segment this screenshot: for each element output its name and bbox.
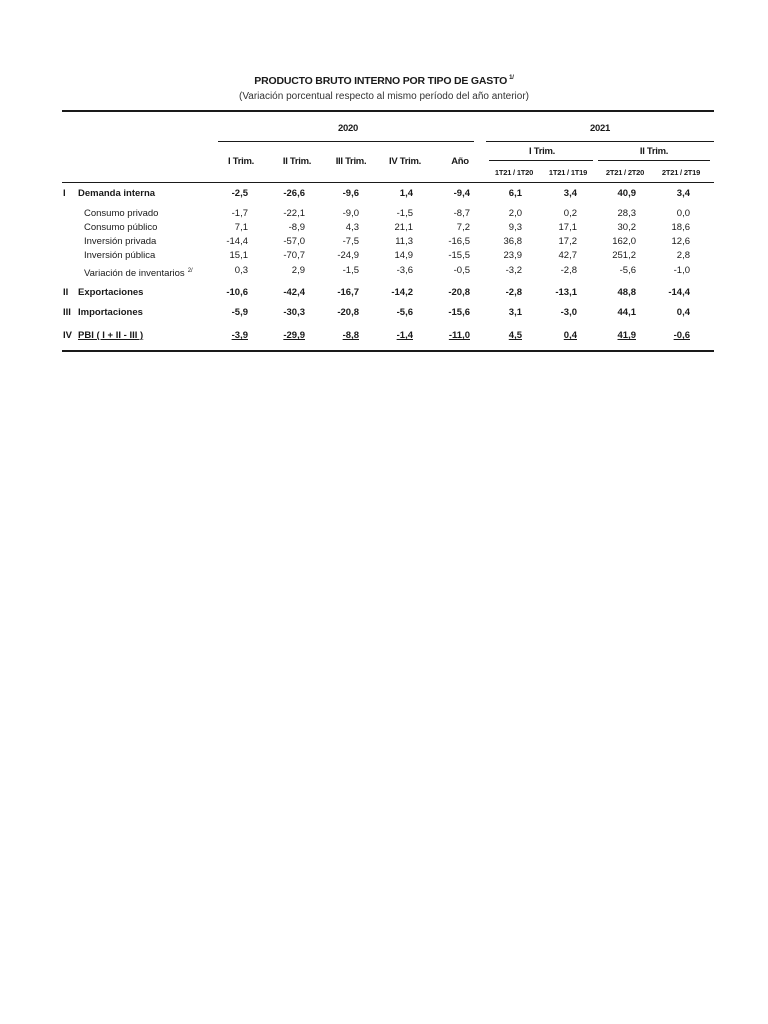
table-cell: -14,2 (391, 287, 413, 298)
table-cell: 14,9 (394, 250, 413, 261)
row-label-text: Consumo público (84, 222, 158, 233)
top-rule (62, 110, 714, 112)
table-cell: 3,4 (563, 188, 577, 199)
table-cell: 17,2 (558, 236, 577, 247)
table-cell: 4,5 (508, 330, 522, 341)
table-cell: -10,6 (226, 287, 248, 298)
rule-group-ii (598, 160, 710, 161)
table-cell: -57,0 (283, 236, 305, 247)
table-cell: 3,4 (676, 188, 690, 199)
header-group-ii-trim: II Trim. (639, 146, 669, 157)
table-cell: -1,0 (673, 265, 690, 276)
row-label-text: Consumo privado (84, 208, 159, 219)
table-cell: -8,8 (342, 330, 359, 341)
table-cell: -1,5 (342, 265, 359, 276)
table-cell: -1,5 (396, 208, 413, 219)
row-label-text: PBI ( I + II - III ) (78, 330, 144, 341)
row-label-text: Demanda interna (78, 188, 156, 199)
row-label-text: Inversión pública (84, 250, 156, 261)
table-cell: 2,8 (676, 250, 690, 261)
row-label (78, 330, 143, 342)
table-cell: -14,4 (668, 287, 690, 298)
table-cell: -0,6 (673, 330, 690, 341)
rule-group-i (489, 160, 593, 161)
header-2020-col-3: III Trim. (335, 156, 367, 167)
table-cell: 30,2 (617, 222, 636, 233)
table-cell: 18,6 (671, 222, 690, 233)
table-cell: -20,8 (337, 307, 359, 318)
table-cell: -26,6 (283, 188, 305, 199)
row-label-text: Exportaciones (78, 287, 144, 298)
table-cell: 7,2 (456, 222, 470, 233)
row-label (78, 188, 155, 200)
table-cell: 2,0 (508, 208, 522, 219)
table-cell: 15,1 (229, 250, 248, 261)
table-cell: -70,7 (283, 250, 305, 261)
row-label (84, 222, 157, 234)
table-cell: -15,6 (448, 307, 470, 318)
table-cell: -8,7 (453, 208, 470, 219)
table-cell: -3,0 (560, 307, 577, 318)
row-number: II (63, 287, 69, 298)
row-label-text: Variación de inventarios (84, 268, 185, 279)
table-cell: 9,3 (508, 222, 522, 233)
row-footnote: 2/ (187, 268, 193, 274)
table-cell: -30,3 (283, 307, 305, 318)
table-cell: -3,2 (505, 265, 522, 276)
bottom-rule (62, 350, 714, 352)
table-cell: -14,4 (226, 236, 248, 247)
table-cell: 12,6 (671, 236, 690, 247)
table-cell: -13,1 (555, 287, 577, 298)
row-label (84, 236, 156, 248)
table-cell: -1,4 (396, 330, 413, 341)
table-cell: 0,4 (563, 330, 577, 341)
table-cell: 17,1 (558, 222, 577, 233)
row-label-text: Inversión privada (84, 236, 157, 247)
row-label (78, 287, 143, 299)
table-cell: -9,6 (342, 188, 359, 199)
header-2020-col-1: I Trim. (228, 156, 254, 167)
header-year-2020: 2020 (338, 123, 358, 134)
table-cell: -2,8 (560, 265, 577, 276)
table-cell: 7,1 (234, 222, 248, 233)
table-cell: -5,6 (619, 265, 636, 276)
table-cell: -5,6 (396, 307, 413, 318)
table-cell: 48,8 (617, 287, 636, 298)
table-cell: -29,9 (283, 330, 305, 341)
row-number: I (63, 188, 66, 199)
row-label (84, 250, 155, 262)
row-label-text: Importaciones (78, 307, 143, 318)
table-cell: 0,0 (676, 208, 690, 219)
table-cell: 6,1 (508, 188, 522, 199)
table-cell: 251,2 (612, 250, 636, 261)
table-cell: -1,7 (231, 208, 248, 219)
header-group-i-trim: I Trim. (529, 146, 555, 157)
row-label (84, 265, 193, 280)
table-title: PRODUCTO BRUTO INTERNO POR TIPO DE GASTO $^{1/}$ (254, 75, 514, 87)
rule-2021 (486, 141, 714, 142)
table-cell: 42,7 (558, 250, 577, 261)
header-2020-col-2: II Trim. (282, 156, 312, 167)
row-label (78, 307, 143, 319)
table-cell: 3,1 (508, 307, 522, 318)
table-cell: 41,9 (617, 330, 636, 341)
table-cell: -16,7 (337, 287, 359, 298)
row-number: IV (63, 330, 72, 341)
table-cell: -24,9 (337, 250, 359, 261)
table-cell: 0,2 (563, 208, 577, 219)
table-cell: -22,1 (283, 208, 305, 219)
table-cell: 162,0 (612, 236, 636, 247)
header-bottom-rule (62, 182, 714, 183)
table-cell: -3,6 (396, 265, 413, 276)
table-cell: 2,9 (291, 265, 305, 276)
table-cell: -2,8 (505, 287, 522, 298)
table-cell: 40,9 (617, 188, 636, 199)
header-year-2021: 2021 (590, 123, 610, 134)
table-cell: -42,4 (283, 287, 305, 298)
title-footnote: 1/ (509, 75, 514, 81)
header-sub-1: 1T21 / 1T20 (494, 168, 534, 177)
table-cell: 0,3 (234, 265, 248, 276)
header-sub-4: 2T21 / 2T19 (661, 168, 701, 177)
header-2020-col-4: IV Trim. (389, 156, 421, 167)
table-cell: -15,5 (448, 250, 470, 261)
table-cell: 4,3 (345, 222, 359, 233)
header-sub-2: 1T21 / 1T19 (548, 168, 588, 177)
table-cell: -2,5 (231, 188, 248, 199)
table-cell: 44,1 (617, 307, 636, 318)
table-cell: 36,8 (503, 236, 522, 247)
table-cell: -20,8 (448, 287, 470, 298)
table-cell: -9,0 (342, 208, 359, 219)
table-cell: -16,5 (448, 236, 470, 247)
table-cell: 0,4 (676, 307, 690, 318)
table-cell: -11,0 (448, 330, 470, 341)
table-subtitle: (Variación porcentual respecto al mismo período del año anterior) (239, 91, 529, 102)
header-sub-3: 2T21 / 2T20 (605, 168, 645, 177)
header-2020-col-5: Año (451, 156, 469, 167)
table-cell: -8,9 (288, 222, 305, 233)
table-cell: -5,9 (231, 307, 248, 318)
table-cell: 1,4 (399, 188, 413, 199)
row-label (84, 208, 158, 220)
table-cell: -9,4 (453, 188, 470, 199)
rule-2020 (218, 141, 474, 142)
table-cell: -3,9 (231, 330, 248, 341)
table-cell: -0,5 (453, 265, 470, 276)
table-cell: 28,3 (617, 208, 636, 219)
table-cell: 21,1 (394, 222, 413, 233)
table-cell: 23,9 (503, 250, 522, 261)
table-cell: -7,5 (342, 236, 359, 247)
table-cell: 11,3 (395, 236, 413, 247)
row-number: III (63, 307, 71, 318)
